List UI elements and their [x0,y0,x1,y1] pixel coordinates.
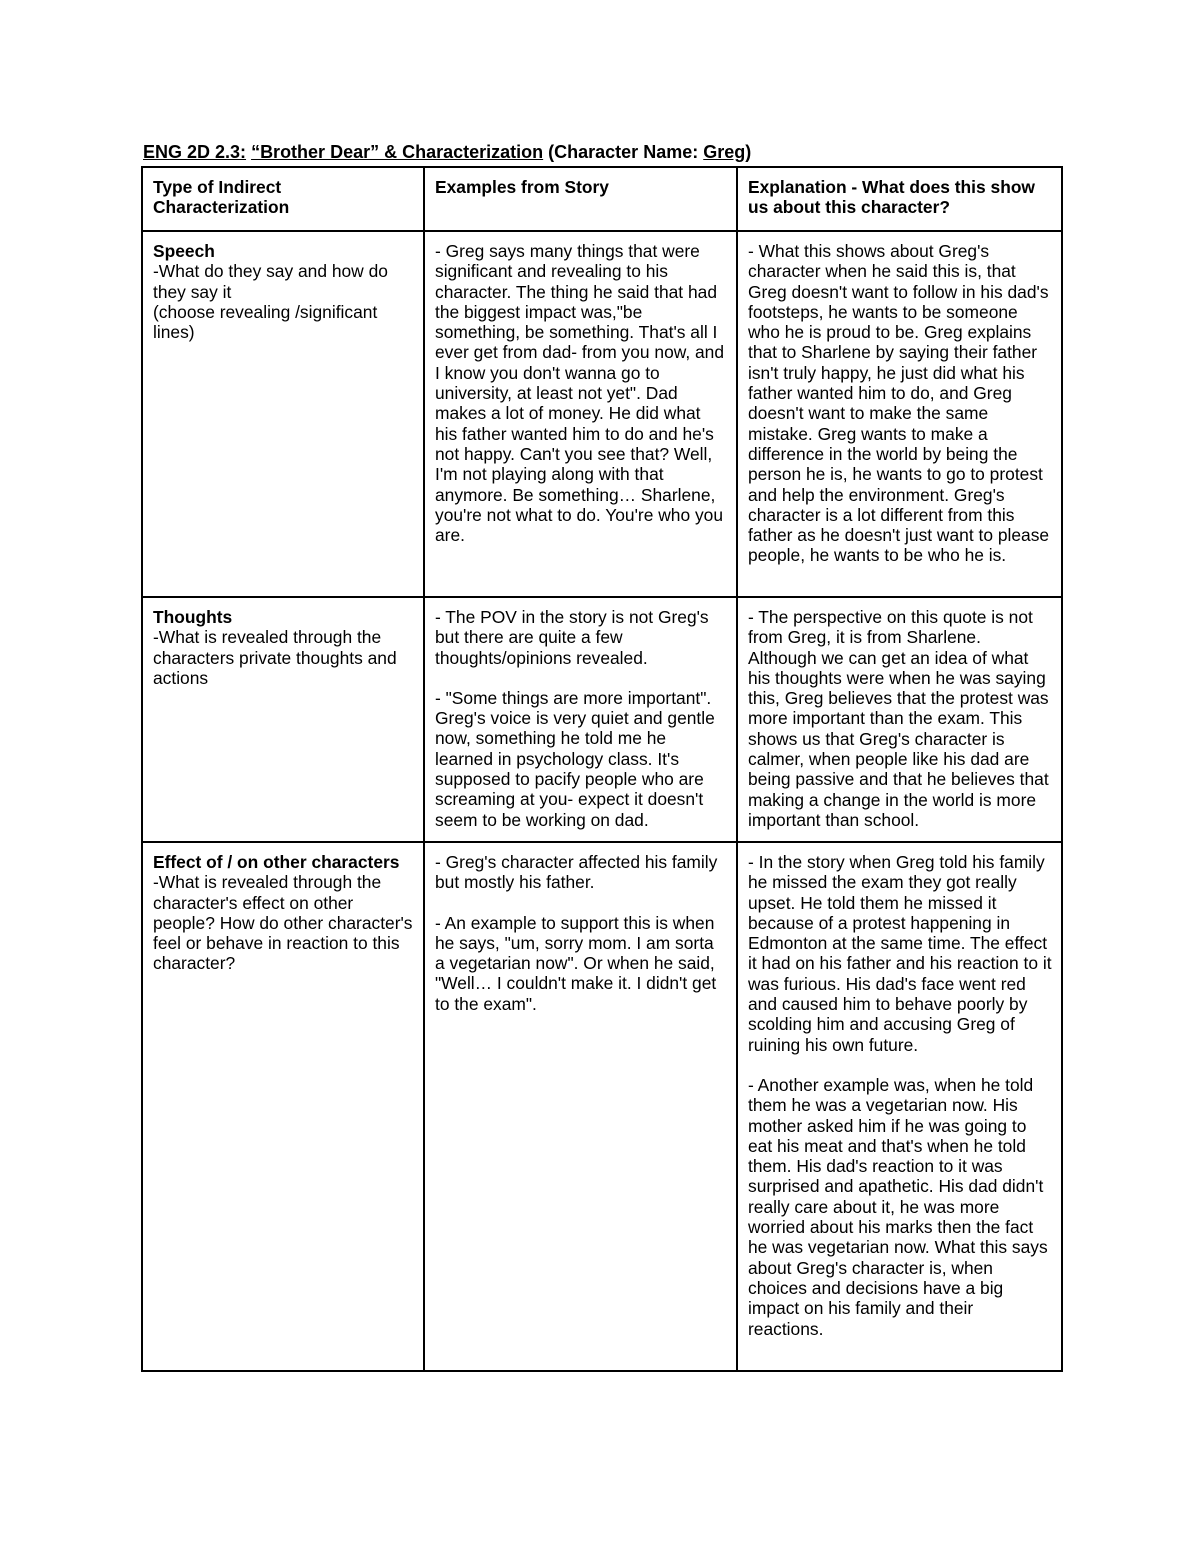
examples-cell-thoughts [424,597,737,842]
type-desc: -What is revealed through the characters private thoughts and actions [153,627,397,688]
type-cell-thoughts [142,597,424,842]
examples-cell-effect [424,842,737,1371]
title-story: “Brother Dear” & Characterization [251,142,544,162]
header-explanation: Explanation - What does this show us about this character? [737,167,1062,231]
explanation-text: - What this shows about Greg's character when he said this is, that Greg doesn't want to follow in his dad's footsteps, he wants to be someone who he is proud to be. Greg explains that to Sharlene by saying their father isn't truly happy, he just did what his father wanted him to do, and Greg doesn't want to make the same mistake. Greg wants to make a difference in the world by being the person he is, he wants to go to protest and help the environment. Greg's character is a lot different from this father as he doesn't just want to please people, he wants to be who he is. [748,241,1050,566]
examples-cell-speech [424,231,737,597]
type-title: Effect of / on other characters [153,852,400,872]
header-examples: Examples from Story [424,167,737,231]
header-type: Type of Indirect Characterization [142,167,424,231]
page-title [143,142,751,163]
explanation-text: - In the story when Greg told his family he missed the exam they got really upset. He told them he missed it because of a protest happening in Edmonton at the same time. The effect it had on his father and his reaction to it was furious. His dad's face went red and caused him to behave poorly by scolding him and accusing Greg of ruining his own future. [748,852,1052,1055]
type-desc-note: (choose revealing /significant lines) [153,301,378,343]
type-title: Thoughts [153,607,233,627]
explanation-text: - The perspective on this quote is not from Greg, it is from Sharlene. Although we can get an idea of what his thoughts were when he was saying this, Greg believes that the protest was more important than the exam. This shows us that Greg's character is calmer, when people like his dad are being passive and that he believes that making a change in the world is more important than school. [748,607,1049,830]
explanation-text: - Another example was, when he told them he was a vegetarian now. His mother asked him if he was going to eat his meat and that's when he told them. His dad's reaction to it was surprised and apathetic. His dad didn't really care about it, he was more worried about his marks then the fact he was vegetarian now. What this says about Greg's character is, when choices and decisions have a big impact on his family and their reactions. [748,1074,1048,1339]
characterization-table [141,166,1063,1372]
header-row [142,167,1062,231]
explanation-cell-speech [737,231,1062,597]
type-desc: -What is revealed through the character's effect on other people? How do other character's feel or behave in reaction to this character? [153,872,413,974]
table-row-thoughts [142,597,1062,842]
title-prefix: ENG 2D 2.3: [143,142,247,162]
title-label-close: ) [745,142,752,162]
character-name: Greg [703,142,746,162]
example-text: - Greg's character affected his family but mostly his father. [435,852,718,893]
example-text: - "Some things are more important". Greg's voice is very quiet and gentle now, something he told me he learned in psychology class. It's supposed to pacify people who are screaming at you- expect it doesn't seem to be working on dad. [435,687,715,830]
example-text: - The POV in the story is not Greg's but there are quite a few thoughts/opinions revealed. [435,607,709,668]
type-cell-speech [142,231,424,597]
table-row-speech [142,231,1062,597]
example-text: - Greg says many things that were significant and revealing to his character. The thing he said that had the biggest impact was,"be something, be something. That's all I ever get from dad- from you now, and I know you don't wanna go to university, at least not yet". Dad makes a lot of money. He did what his father wanted him to do and he's not happy. Can't you see that? Well, I'm not playing along with that anymore. Be something… Sharlene, you're not what to do. You're who you are. [435,241,725,546]
title-label-open: (Character Name: [548,142,699,162]
type-desc: -What do they say and how do they say it [153,261,388,302]
explanation-cell-thoughts [737,597,1062,842]
table-row-effect [142,842,1062,1371]
type-title: Speech [153,241,215,261]
type-cell-effect [142,842,424,1371]
explanation-cell-effect [737,842,1062,1371]
example-text: - An example to support this is when he says, "um, sorry mom. I am sorta a vegetarian now". Or when he said, "Well… I couldn't make it. I didn't get to the exam". [435,912,717,1014]
